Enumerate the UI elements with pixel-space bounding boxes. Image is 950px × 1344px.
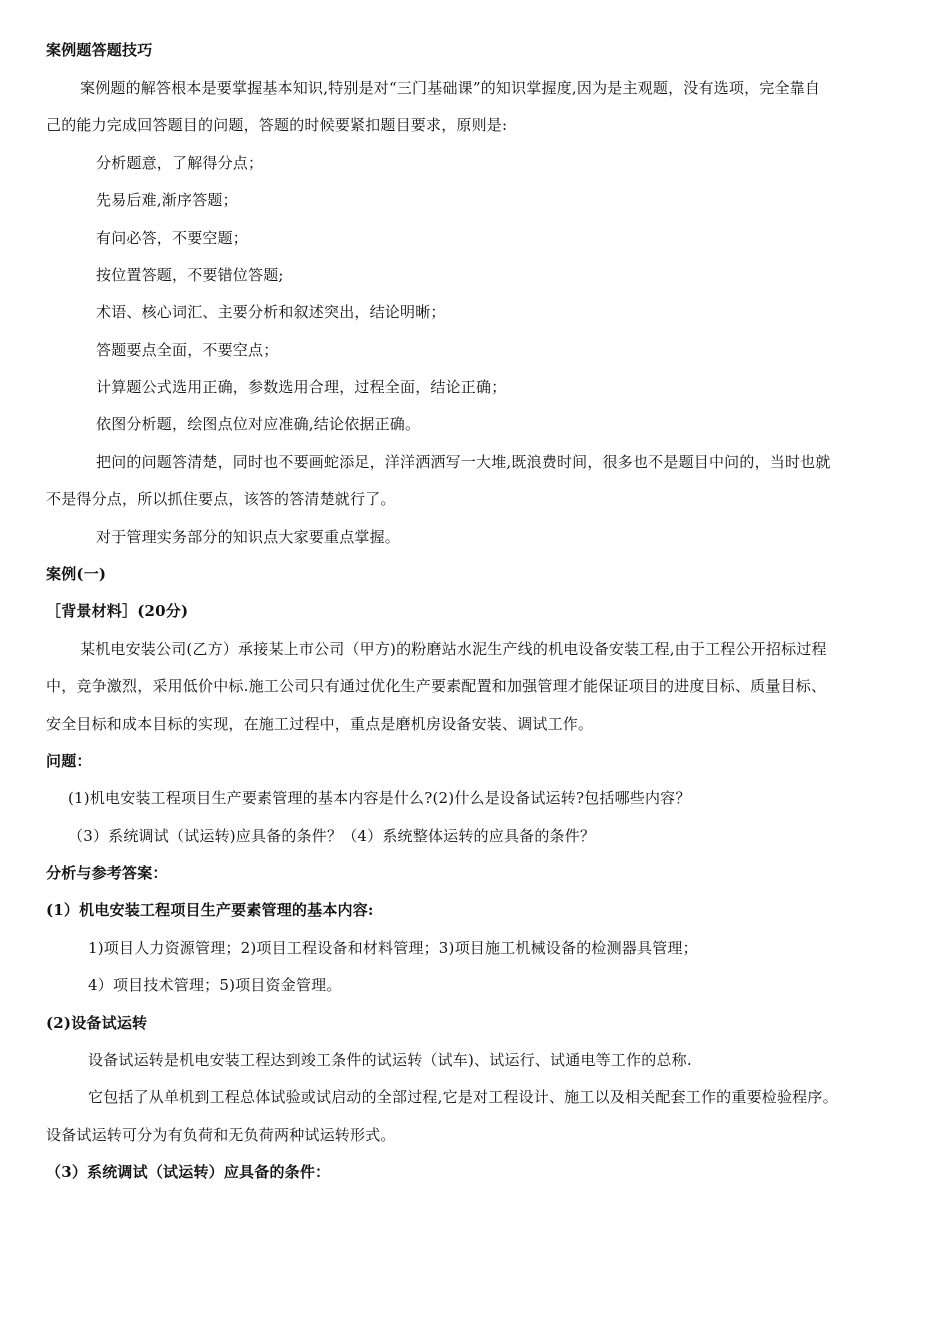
background-paragraph-line-3: 安全目标和成本目标的实现，在施工过程中，重点是磨机房设备安装、调试工作。	[46, 715, 594, 733]
question-line-1: (1)机电安装工程项目生产要素管理的基本内容是什么?(2)什么是设备试运转?包括哪些内容？	[68, 789, 691, 807]
answer-2-heading: (2)设备试运转	[46, 1014, 148, 1032]
principle-item: 依图分析题，绘图点位对应准确,结论依据正确。	[96, 415, 421, 433]
case-heading: 案例(一)	[46, 565, 107, 583]
answer-1-line-2: 4）项目技术管理；5)项目资金管理。	[88, 976, 342, 994]
principle-item: 计算题公式选用正确，参数选用合理，过程全面，结论正确；	[96, 378, 507, 396]
answer-2-line-1: 设备试运转是机电安装工程达到竣工条件的试运转（试车)、试运行、试通电等工作的总称.	[88, 1051, 692, 1069]
focus-paragraph: 对于管理实务部分的知识点大家要重点掌握。	[96, 528, 401, 546]
background-paragraph-line-1: 某机电安装公司(乙方）承接某上市公司（甲方)的粉磨站水泥生产线的机电设备安装工程,由于工程公开招标过程	[80, 640, 827, 658]
answer-2-line-2: 它包括了从单机到工程总体试验或试启动的全部过程,它是对工程设计、施工以及相关配套工作的重要检验程序。	[88, 1088, 838, 1106]
questions-heading: 问题：	[46, 752, 92, 770]
question-line-2: （3）系统调试（试运转)应具备的条件？（4）系统整体运转的应具备的条件？	[68, 827, 596, 845]
background-paragraph-line-2: 中，竞争激烈，采用低价中标.施工公司只有通过优化生产要素配置和加强管理才能保证项目的进度目标、质量目标、	[46, 677, 827, 695]
principle-item: 分析题意，了解得分点；	[96, 154, 264, 172]
answers-heading: 分析与参考答案：	[46, 864, 168, 882]
principle-item: 按位置答题，不要错位答题;	[96, 266, 284, 284]
answer-3-heading: （3）系统调试（试运转）应具备的条件：	[46, 1163, 331, 1181]
advice-paragraph-line-1: 把问的问题答清楚，同时也不要画蛇添足，洋洋洒洒写一大堆,既浪费时间，很多也不是题目中问的，当时也就	[96, 453, 831, 471]
intro-paragraph-line-2: 己的能力完成回答题目的问题，答题的时候要紧扣题目要求，原则是:	[46, 116, 508, 134]
answer-2-line-3: 设备试运转可分为有负荷和无负荷两种试运转形式。	[46, 1126, 396, 1144]
principle-item: 先易后难,渐序答题；	[96, 191, 238, 209]
answer-1-line-1: 1)项目人力资源管理；2)项目工程设备和材料管理；3)项目施工机械设备的检测器具管理；	[88, 939, 698, 957]
document-title: 案例题答题技巧	[46, 41, 153, 59]
background-heading: ［背景材料］(20分)	[46, 602, 189, 620]
answer-1-heading: (1）机电安装工程项目生产要素管理的基本内容:	[46, 901, 374, 919]
principle-item: 有问必答，不要空题；	[96, 229, 249, 247]
intro-paragraph-line-1: 案例题的解答根本是要掌握基本知识,特别是对“三门基础课”的知识掌握度,因为是主观题，没有选项，完全靠自	[80, 79, 821, 97]
advice-paragraph-line-2: 不是得分点，所以抓住要点，该答的答清楚就行了。	[46, 490, 396, 508]
principle-item: 术语、核心词汇、主要分析和叙述突出，结论明晰；	[96, 303, 446, 321]
principle-item: 答题要点全面，不要空点；	[96, 341, 279, 359]
